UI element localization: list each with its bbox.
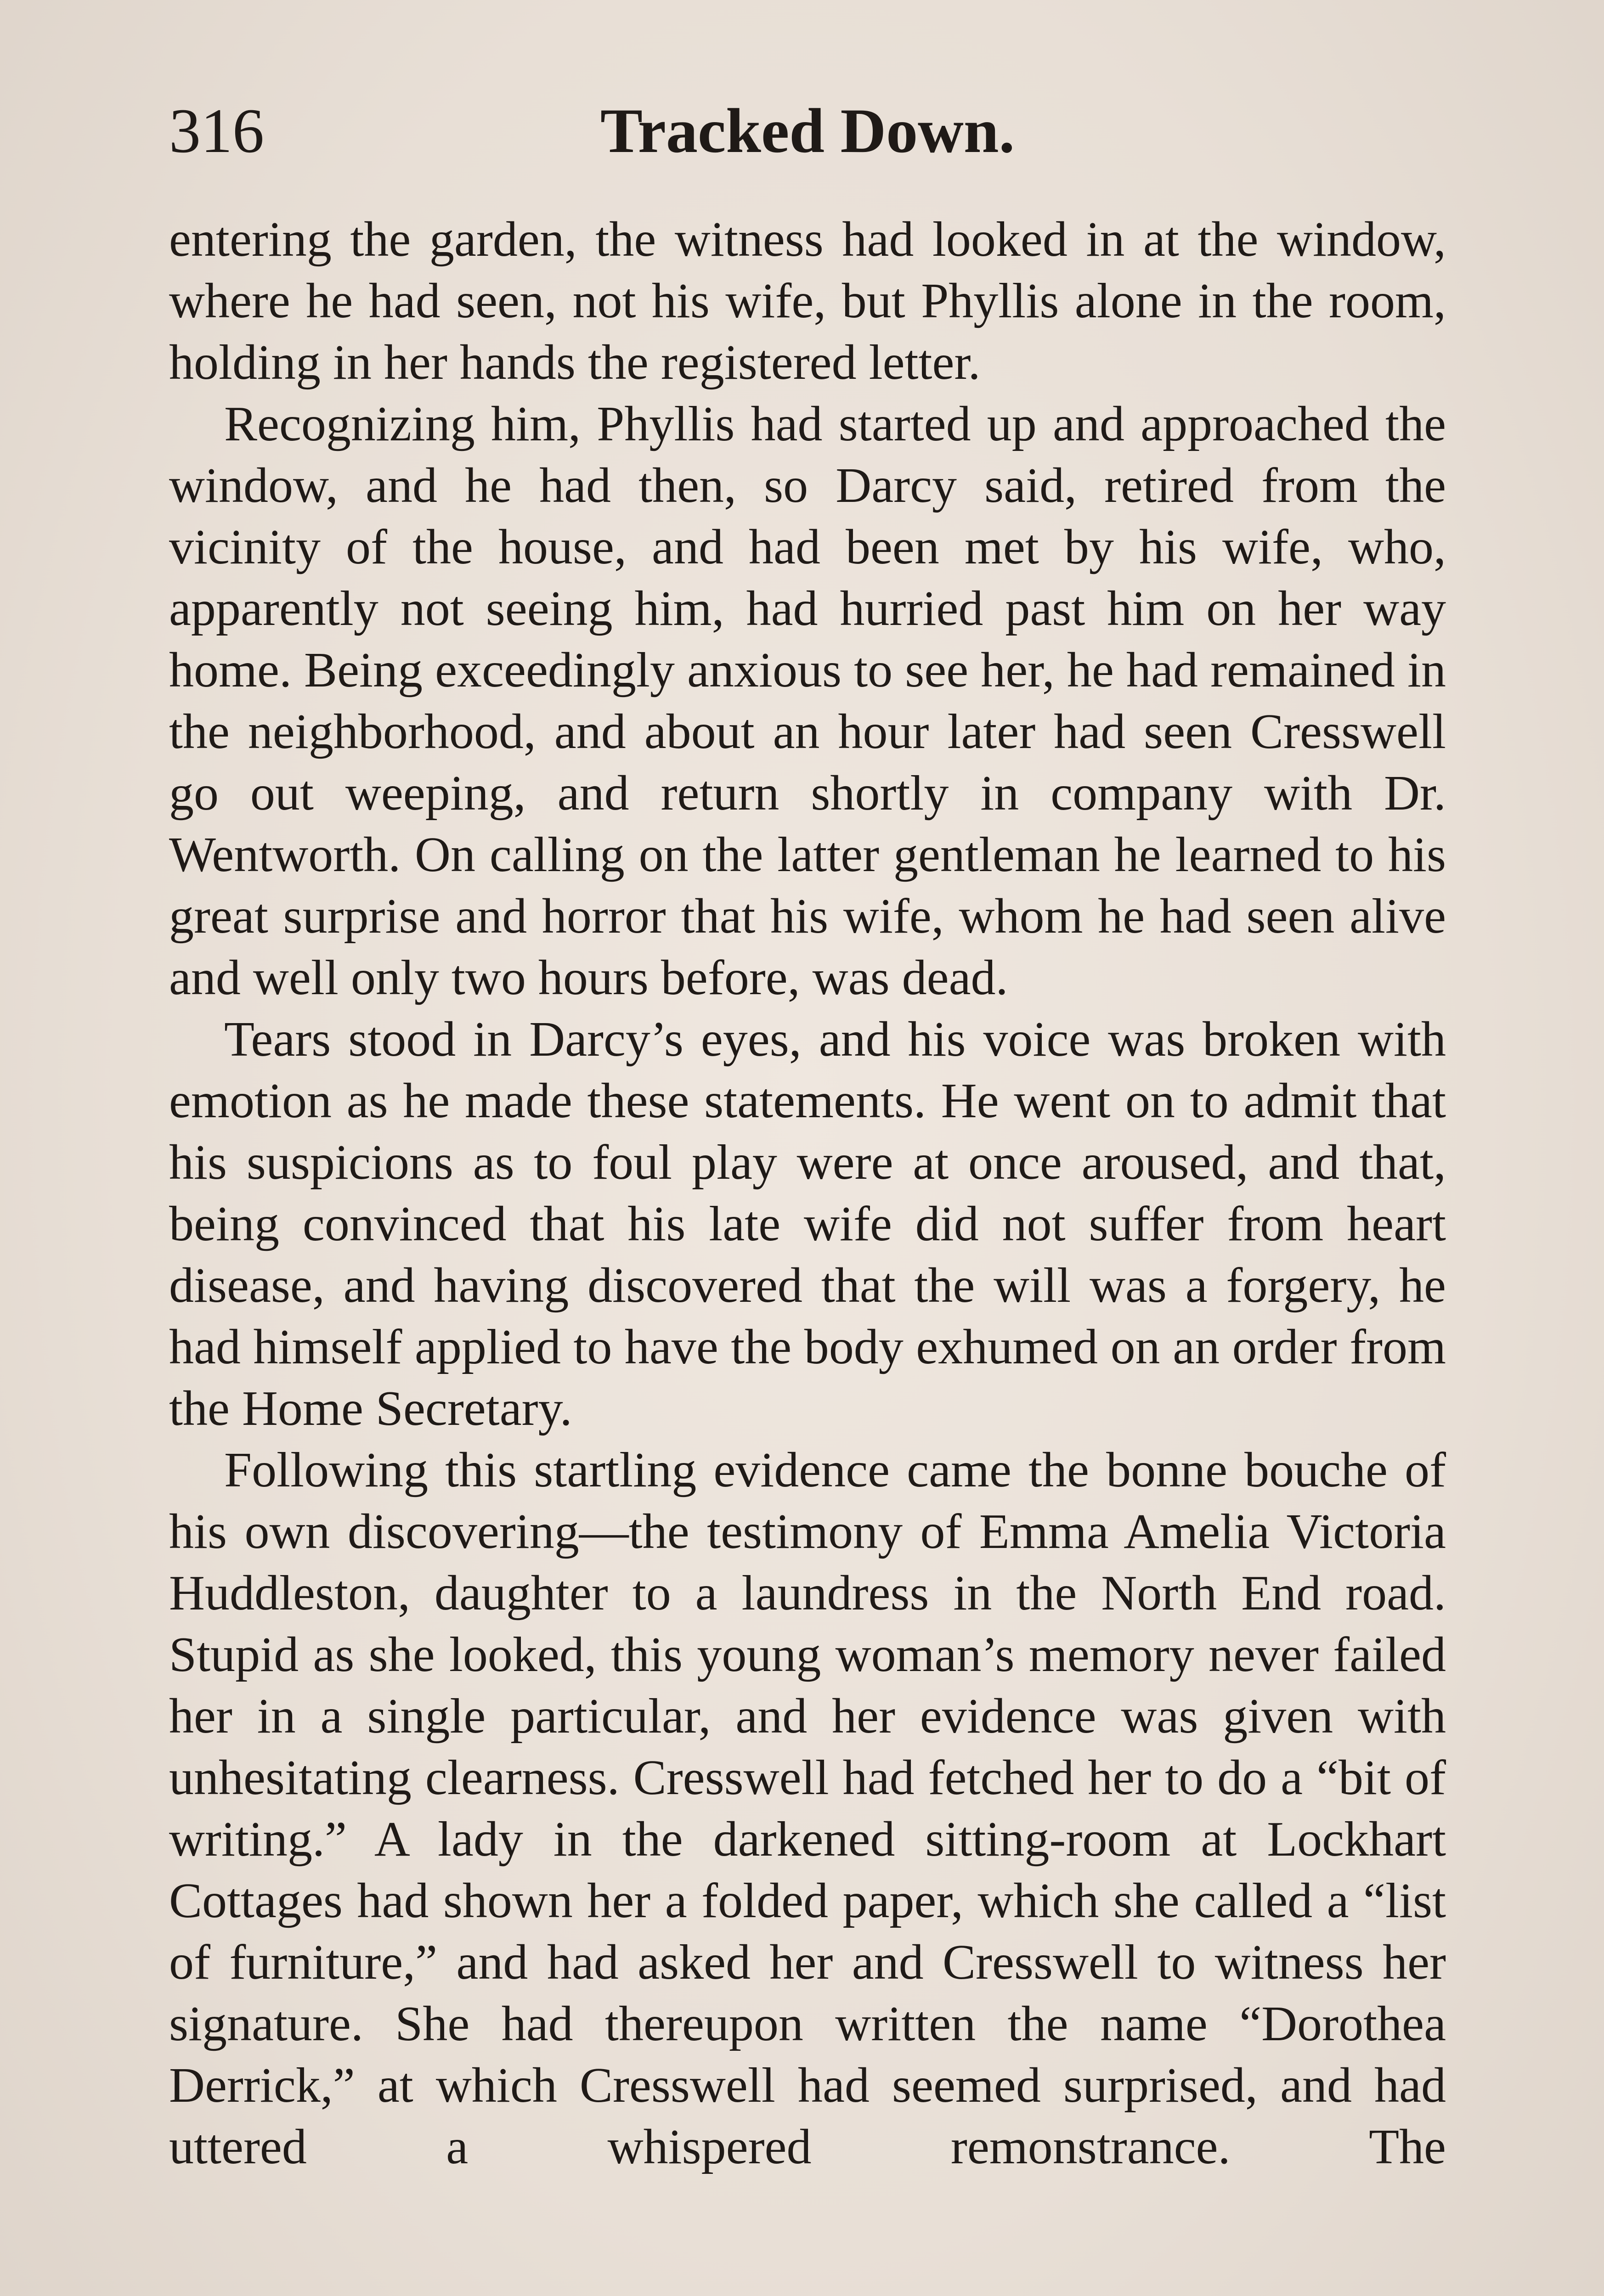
paragraph: Tears stood in Darcy’s eyes, and his voice was broken with emotion as he made these statements. He went on to admit that his suspicions as to foul play were at once aroused, and that, being convinced that his late wife did not suffer from heart disease, and having discovered that the will was a forgery, he had himself applied to have the body exhumed on an order from the Home Secretary. — [169, 1012, 1446, 1436]
paragraph: entering the garden, the witness had looked in at the window, where he had seen, not his wife, but Phyllis alone in the room, holding in her hands the registered letter. — [169, 212, 1446, 390]
page-header — [169, 92, 1446, 170]
paragraph: Following this startling evidence came the bonne bouche of his own discovering—the testimony of Emma Amelia Victoria Huddleston, daughter to a laundress in the North End road. Stupid as she looked, this young woman’s memory never failed her in a single particular, and her evidence was given with unhesitating clearness. Cresswell had fetched her to do a “bit of writing.” A lady in the darkened sitting-room at Lockhart Cottages had shown her a folded paper, which she called a “list of furniture,” and had asked her and Cresswell to witness her signature. She had thereupon written the name “Dorothea Derrick,” at which Cresswell had seemed surprised, and had uttered a whispered remonstrance. The — [169, 1443, 1446, 2174]
body-text — [169, 209, 1446, 2178]
paragraph: Recognizing him, Phyllis had started up and approached the window, and he had then, so Darcy said, retired from the vicinity of the house, and had been met by his wife, who, apparently not seeing him, had hurried past him on her way home. Being exceedingly anxious to see her, he had remained in the neighborhood, and about an hour later had seen Cresswell go out weeping, and return shortly in company with Dr. Wentworth. On calling on the latter gentleman he learned to his great surprise and horror that his wife, whom he had seen alive and well only two hours before, was dead. — [169, 397, 1446, 1005]
page-number: 316 — [169, 96, 264, 166]
running-title: Tracked Down. — [600, 96, 1015, 166]
